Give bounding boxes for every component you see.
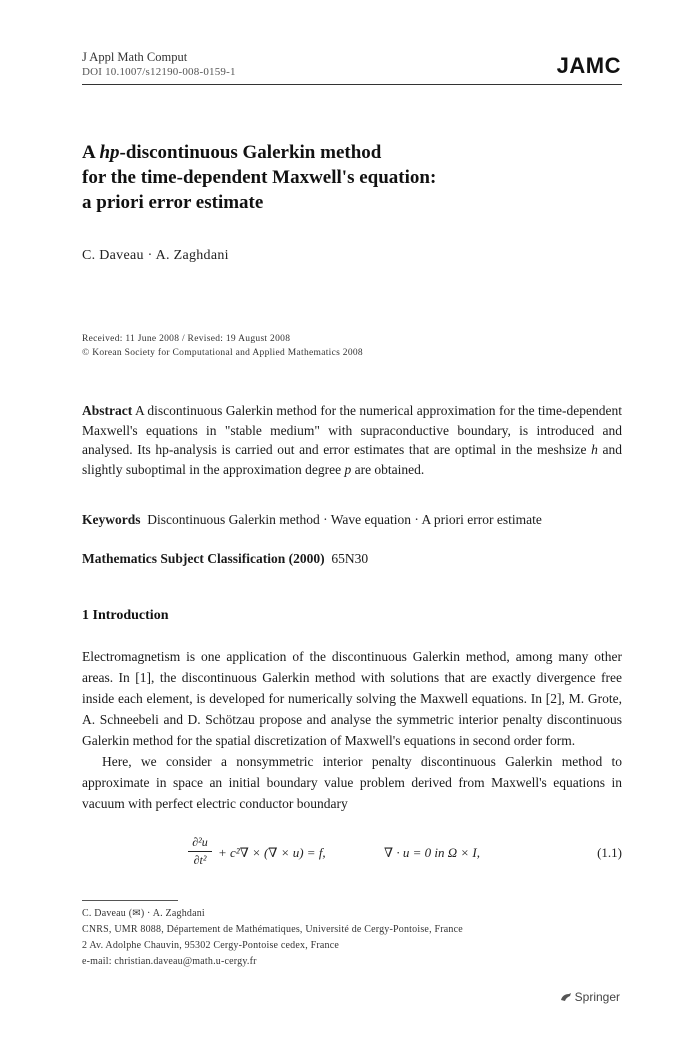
footnote-email: e-mail: christian.daveau@math.u-cergy.fr bbox=[82, 956, 257, 967]
title-line-2: for the time-dependent Maxwell's equation: bbox=[82, 167, 437, 188]
copyright: © Korean Society for Computational and Applied Mathematics 2008 bbox=[82, 348, 363, 358]
msc-label: Mathematics Subject Classification (2000) bbox=[82, 551, 325, 566]
equation-lhs: + c²∇ × (∇ × u) = f, bbox=[218, 845, 326, 860]
doi: DOI 10.1007/s12190-008-0159-1 bbox=[82, 66, 236, 78]
journal-name: J Appl Math Comput bbox=[82, 50, 188, 64]
msc: Mathematics Subject Classification (2000) 65N30 bbox=[82, 551, 369, 566]
intro-paragraph-2: Here, we consider a nonsymmetric interior penalty discontinuous Galerkin method to approximate in space an initial boundary value problem derived from Maxwell's equations in vacuum with perfect electric conductor boundary bbox=[82, 754, 622, 811]
section-heading: 1 Introduction bbox=[82, 608, 169, 623]
title-line-1: A hp-discontinuous Galerkin method bbox=[82, 142, 382, 163]
footnote-authors: C. Daveau (✉) · A. Zaghdani bbox=[82, 908, 205, 919]
footnote-rule bbox=[82, 900, 178, 901]
equation-number: (1.1) bbox=[597, 845, 622, 860]
header-rule bbox=[82, 84, 622, 85]
equation-rhs: ∇ · u = 0 in Ω × I, bbox=[384, 845, 480, 860]
keywords-label: Keywords bbox=[82, 512, 141, 527]
equation-fraction: $\frac{\text{∂²u}}{\text{∂t²}}$ bbox=[188, 835, 212, 868]
footnote-address: 2 Av. Adolphe Chauvin, 95302 Cergy-Pontoise cedex, France bbox=[82, 940, 340, 951]
springer-horse-icon bbox=[560, 992, 572, 1002]
keywords: Keywords Discontinuous Galerkin method · Wave equation · A priori error estimate bbox=[82, 512, 542, 527]
paper-title bbox=[82, 140, 602, 215]
publisher-name: Springer bbox=[574, 990, 620, 1004]
footnote-affiliation: CNRS, UMR 8088, Département de Mathématiques, Université de Cergy-Pontoise, France bbox=[82, 924, 463, 935]
equation-1-1 bbox=[82, 835, 622, 875]
intro-paragraph-1: Electromagnetism is one application of the discontinuous Galerkin method, among many other areas. In [1], the discontinuous Galerkin method with solutions that are exactly divergence free inside each element, is developed for numerically solving the Maxwell equations. In [2], M. Grote, A. Schneebeli and D. Schötzau propose and analyse the symmetric interior penalty discontinuous Galerkin method for the spatial discretization of Maxwell's equations in second order form. bbox=[82, 649, 622, 748]
journal-logo: JAMC bbox=[556, 53, 621, 78]
abstract-label: Abstract bbox=[82, 403, 133, 418]
title-line-3: a priori error estimate bbox=[82, 192, 264, 213]
received-dates: Received: 11 June 2008 / Revised: 19 August 2008 bbox=[82, 334, 291, 344]
publisher-logo bbox=[560, 990, 620, 1004]
authors: C. Daveau · A. Zaghdani bbox=[82, 248, 229, 263]
intro-text bbox=[82, 646, 622, 814]
abstract: Abstract A discontinuous Galerkin method for the numerical approximation for the time-dependent Maxwell's equations in "stable medium" with supraconductive boundary, is introduced and analysed. Its hp-analysis is carried out and error estimates that are optimal in the meshsize h and slightly suboptimal in the approximation degree p are obtained. bbox=[82, 403, 622, 477]
